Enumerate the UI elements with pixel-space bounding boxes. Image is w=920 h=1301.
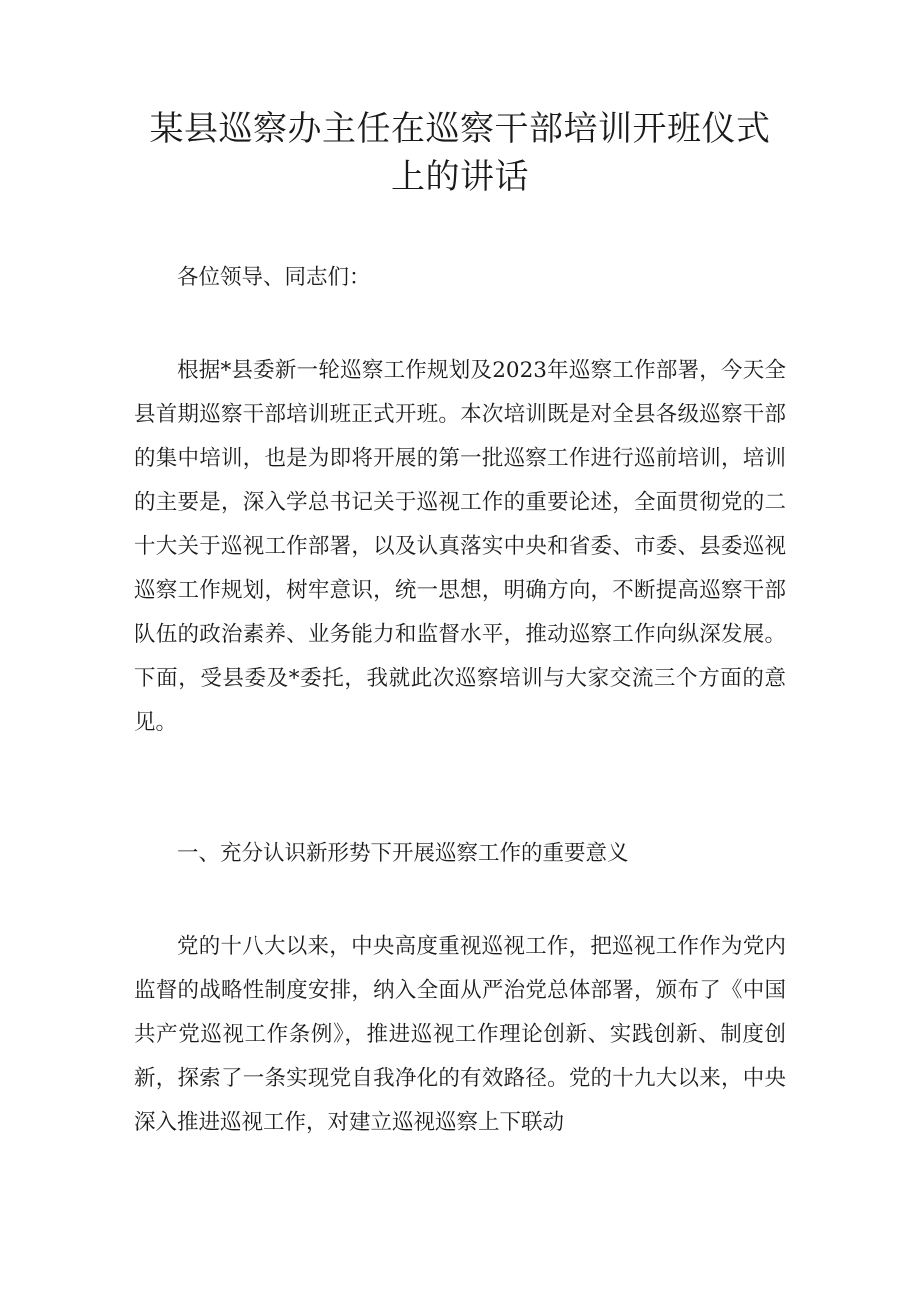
document-title-line-2: 上的讲话 (391, 157, 529, 197)
paragraph-introduction: 根据*县委新一轮巡察工作规划及2023年巡察工作部署，今天全县首期巡察干部培训班正式开班。本次培训既是对全县各级巡察干部的集中培训，也是为即将开展的第一批巡察工作进行巡前培训，培训的主要是，深入学总书记关于巡视工作的重要论述，全面贯彻党的二十大关于巡视工作部署，以及认真落实中央和省委、市委、县委巡视巡察工作规划，树牢意识，统一思想，明确方向，不断提高巡察干部队伍的政治素养、业务能力和监督水平，推动巡察工作向纵深发展。下面，受县委及*委托，我就此次巡察培训与大家交流三个方面的意见。 (134, 358, 786, 735)
document-title-line-1: 某县巡察办主任在巡察干部培训开班仪式 (149, 109, 771, 149)
salutation: 各位领导、同志们： (177, 265, 371, 290)
section-heading-1: 一、充分认识新形势下开展巡察工作的重要意义 (177, 841, 629, 866)
paragraph-section-1: 党的十八大以来，中央高度重视巡视工作，把巡视工作作为党内监督的战略性制度安排，纳入全面从严治党总体部署，颁布了《中国共产党巡视工作条例》，推进巡视工作理论创新、实践创新、制度创新，探索了一条实现党自我净化的有效路径。党的十九大以来，中央深入推进巡视工作，对建立巡视巡察上下联动 (134, 934, 786, 1135)
